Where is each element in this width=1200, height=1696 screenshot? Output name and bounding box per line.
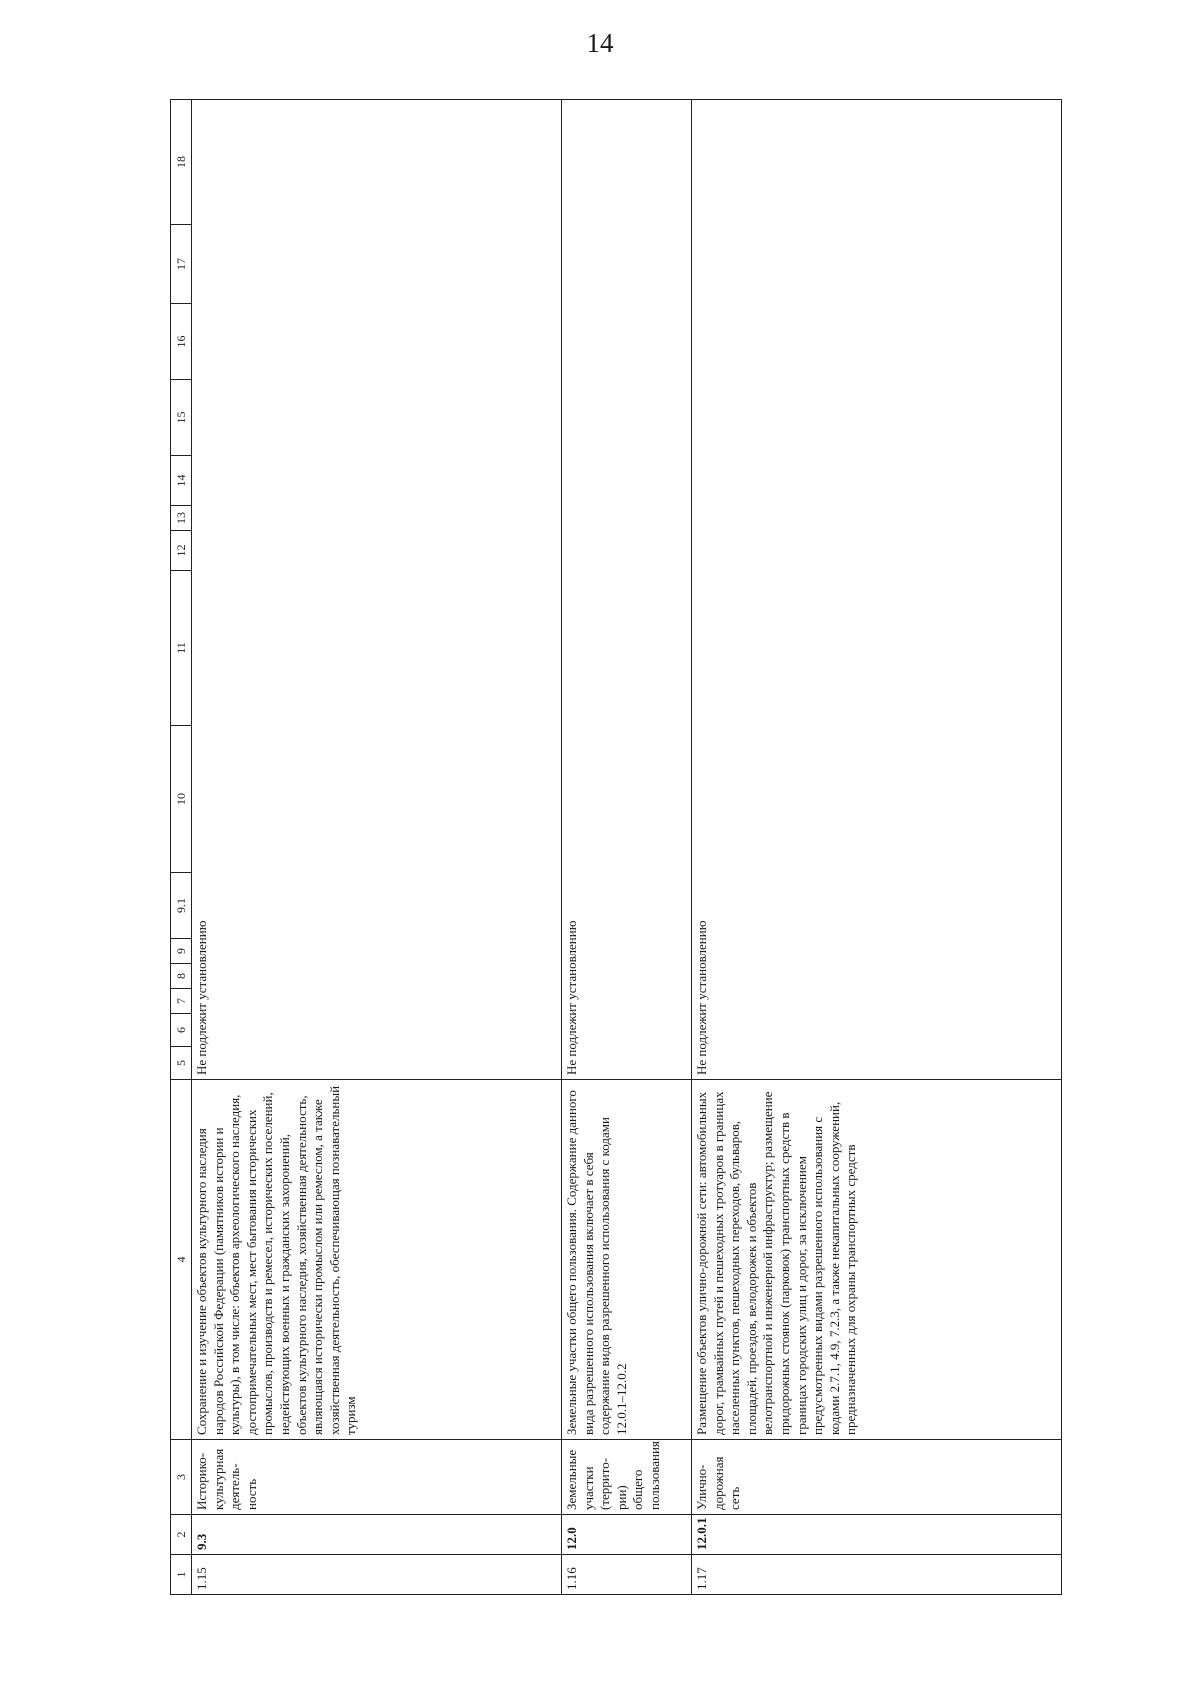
column-number-row [171,100,192,1595]
use-name: Улично-дорожная сеть [692,1440,1062,1515]
column-number: 17 [171,225,192,304]
parameters-note: Не подлежит установлению [192,100,562,1080]
use-description: Земельные участки общего пользования. Содержание данного вида разрешенного использования включает в себя содержание видов разрешенного использования с кодами 12.0.1–12.0.2 [562,1080,692,1440]
column-number: 4 [171,1080,192,1440]
row-number: 1.15 [192,1555,562,1595]
column-number: 11 [171,571,192,726]
column-number: 12 [171,531,192,571]
column-number: 3 [171,1440,192,1515]
column-number: 1 [171,1555,192,1595]
column-number: 18 [171,100,192,225]
use-description: Сохранение и изучение объектов культурного наследия народов Российской Федерации (памятников истории и культуры), в том числе: объектов археологического наследия, достопримечательных мест, мест бытования исторических промыслов, производств и ремесел, исторических поселений, недействующих военных и гражданских захоронений, объектов культурного наследия, хозяйственная деятельность, являющаяся исторически промыслом или ремеслом, а также хозяйственная деятельность, обеспечивающая познавательный туризм [192,1080,562,1440]
column-number: 10 [171,726,192,873]
table-row [562,100,692,1595]
column-number: 2 [171,1515,192,1555]
row-number: 1.17 [692,1555,1062,1595]
column-number: 6 [171,1014,192,1047]
column-number: 5 [171,1047,192,1080]
land-use-table [170,99,1062,1595]
use-description: Размещение объектов улично-дорожной сети: автомобильных дорог, трамвайных путей и пешеходных тротуаров в границах населенных пунктов, пешеходных переходов, бульваров, площадей, проездов, велодорожек и объектов велотранспортной и инженерной инфраструктур; размещение придорожных стоянок (парковок) транспортных средств в границах городских улиц и дорог, за исключением предусмотренных видами разрешенного использования с кодами 2.7.1, 4.9, 7.2.3, а также некапитальных сооружений, предназначенных для охраны транспортных средств [692,1080,1062,1440]
use-name: Историко-культурная деятель-ность [192,1440,562,1515]
parameters-note: Не подлежит установлению [562,100,692,1080]
column-number: 7 [171,989,192,1014]
column-number: 9.1 [171,873,192,939]
row-number: 1.16 [562,1555,692,1595]
use-code: 9.3 [192,1515,562,1555]
use-name: Земельные участки (террито-рии) общего пользования [562,1440,692,1515]
use-code: 12.0.1 [692,1515,1062,1555]
column-number: 8 [171,964,192,989]
column-number: 15 [171,380,192,456]
use-code: 12.0 [562,1515,692,1555]
page-number: 14 [586,28,614,58]
column-number: 13 [171,506,192,531]
column-number: 16 [171,304,192,380]
column-number: 14 [171,456,192,506]
parameters-note: Не подлежит установлению [692,100,1062,1080]
table-row [692,100,1062,1595]
rotated-table-wrapper [170,100,1050,1595]
table-row [192,100,562,1595]
column-number: 9 [171,939,192,964]
